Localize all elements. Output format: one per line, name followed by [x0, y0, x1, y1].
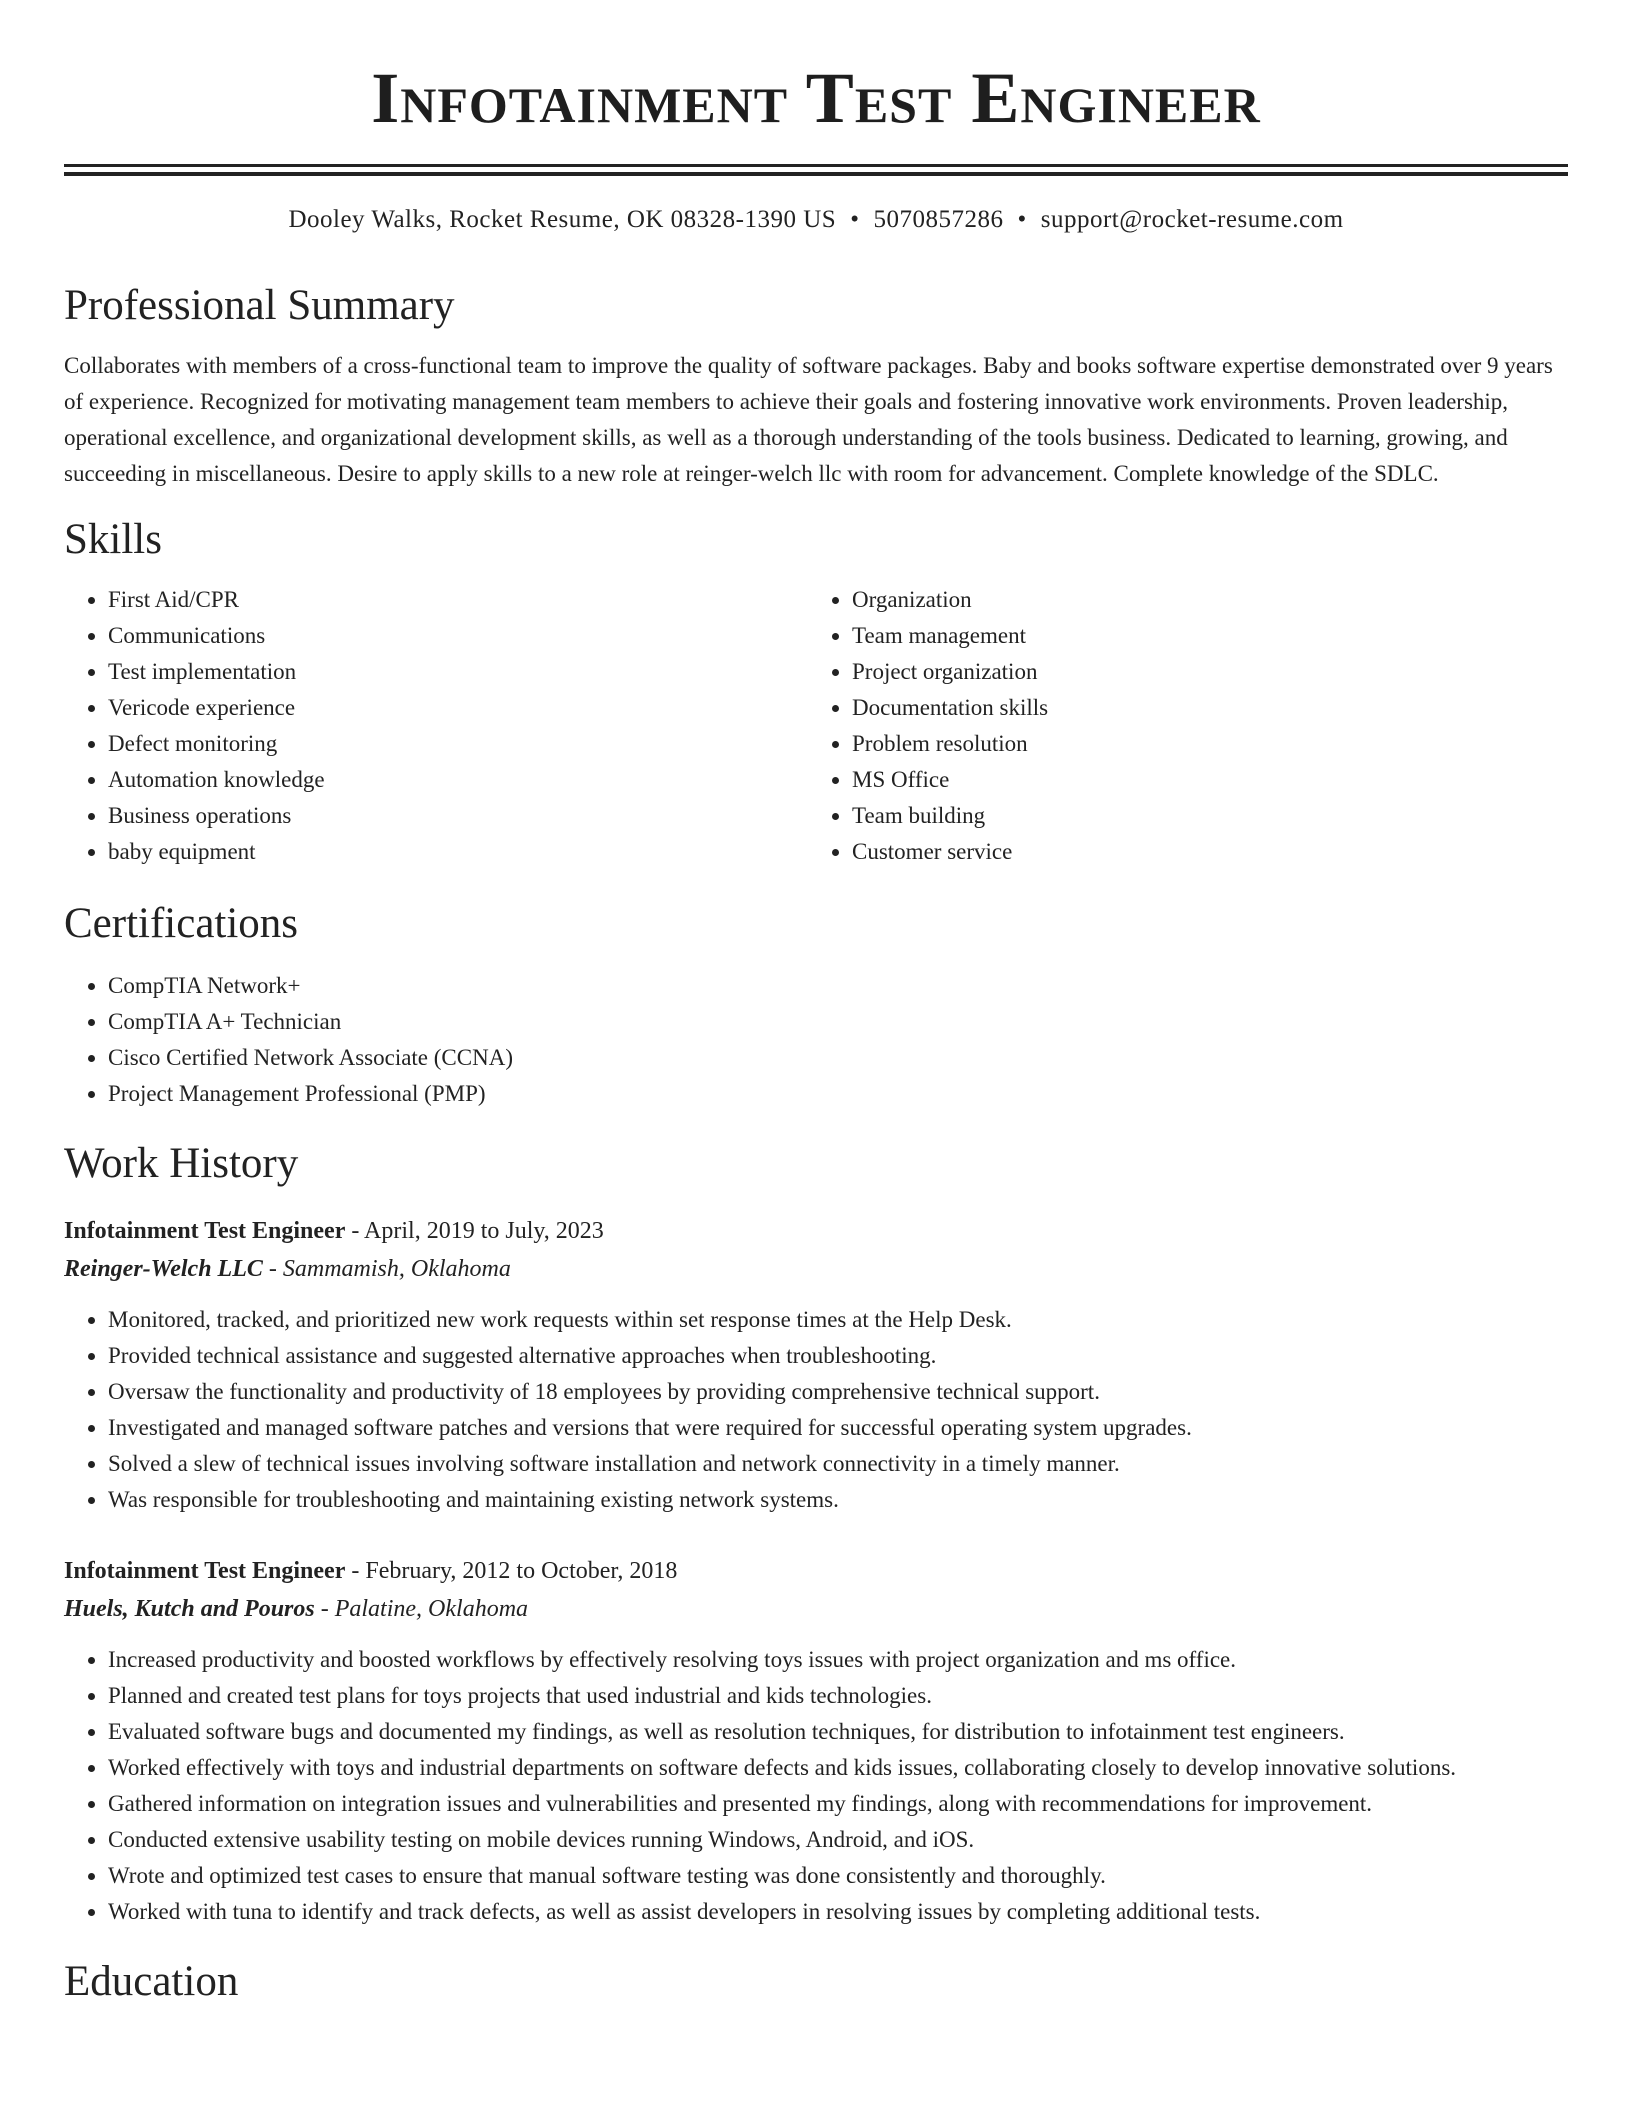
list-item: • Provided technical assistance and suggested alternative approaches when troubleshooting. [108, 1338, 1568, 1374]
list-item: • Project organization [852, 654, 1552, 690]
list-item: • Wrote and optimized test cases to ensure that manual software testing was done consistently and thoroughly. [108, 1858, 1568, 1894]
job-title-line [64, 1212, 1568, 1250]
list-item: • CompTIA A+ Technician [108, 1004, 1568, 1040]
section-heading-certifications: Certifications [64, 900, 299, 947]
job-title-line [64, 1552, 1568, 1590]
skills-columns [64, 582, 1568, 870]
list-item: • Cisco Certified Network Associate (CCNA) [108, 1040, 1568, 1076]
list-item: • Investigated and managed software patches and versions that were required for successful operating system upgrades. [108, 1410, 1568, 1446]
list-item: • Communications [108, 618, 808, 654]
contact-address: Dooley Walks, Rocket Resume, OK 08328-1390 US [288, 206, 837, 233]
job-location: - Sammamish, Oklahoma [262, 1256, 511, 1282]
list-item: • Was responsible for troubleshooting and maintaining existing network systems. [108, 1482, 1568, 1518]
resume-page [64, 0, 1568, 2008]
job-title: Infotainment Test Engineer [64, 1218, 346, 1244]
list-item: • Problem resolution [852, 726, 1552, 762]
contact-email[interactable]: support@rocket-resume.com [1040, 206, 1344, 233]
list-item: • Customer service [852, 834, 1552, 870]
job-entry [64, 1212, 1568, 1518]
list-item: • CompTIA Network+ [108, 968, 1568, 1004]
list-item: • Automation knowledge [108, 762, 808, 798]
title-divider [64, 164, 1568, 176]
contact-phone: 5070857286 [873, 206, 1004, 233]
job-company: Huels, Kutch and Pouros [64, 1596, 315, 1622]
job-company: Reinger-Welch LLC [64, 1256, 263, 1282]
list-item: • Team management [852, 618, 1552, 654]
list-item: • Documentation skills [852, 690, 1552, 726]
skills-list-left [64, 582, 808, 870]
list-item: • Defect monitoring [108, 726, 808, 762]
list-item: • Oversaw the functionality and productivity of 18 employees by providing comprehensive technical support. [108, 1374, 1568, 1410]
list-item: • Vericode experience [108, 690, 808, 726]
list-item: • First Aid/CPR [108, 582, 808, 618]
list-item: • Project Management Professional (PMP) [108, 1076, 1568, 1112]
list-item: • Increased productivity and boosted workflows by effectively resolving toys issues with project organization and ms office. [108, 1642, 1568, 1678]
job-title: Infotainment Test Engineer [64, 1558, 346, 1584]
skills-list-right [808, 582, 1552, 870]
job-location: - Palatine, Oklahoma [314, 1596, 529, 1622]
list-item: • Organization [852, 582, 1552, 618]
section-heading-education: Education [64, 1958, 239, 2005]
job-company-line [64, 1250, 1568, 1288]
list-item: • Monitored, tracked, and prioritized new work requests within set response times at the Help Desk. [108, 1302, 1568, 1338]
list-item: • Solved a slew of technical issues involving software installation and network connectivity in a timely manner. [108, 1446, 1568, 1482]
contact-separator: • [850, 206, 860, 233]
section-heading-summary: Professional Summary [64, 282, 455, 329]
job-dates: - February, 2012 to October, 2018 [345, 1558, 678, 1584]
list-item: • Conducted extensive usability testing on mobile devices running Windows, Android, and iOS. [108, 1822, 1568, 1858]
contact-line [64, 204, 1568, 236]
list-item: • Business operations [108, 798, 808, 834]
list-item: • Evaluated software bugs and documented my findings, as well as resolution techniques, for distribution to infotainment test engineers. [108, 1714, 1568, 1750]
job-dates: - April, 2019 to July, 2023 [345, 1218, 604, 1244]
section-heading-skills: Skills [64, 516, 162, 563]
contact-separator: • [1017, 206, 1027, 233]
job-company-line [64, 1590, 1568, 1628]
list-item: • Test implementation [108, 654, 808, 690]
certifications-list [64, 968, 1568, 1112]
list-item: • Worked effectively with toys and industrial departments on software defects and kids issues, collaborating closely to develop innovative solutions. [108, 1750, 1568, 1786]
list-item: • Planned and created test plans for toys projects that used industrial and kids technologies. [108, 1678, 1568, 1714]
list-item: • Worked with tuna to identify and track defects, as well as assist developers in resolving issues by completing additional tests. [108, 1894, 1568, 1930]
resume-title: Infotainment Test Engineer [371, 58, 1261, 138]
summary-text: Collaborates with members of a cross-functional team to improve the quality of software packages. Baby and books software expertise demonstrated over 9 years of experience. Recognized for motivating management team members to achieve their goals and fostering innovative work environments. Proven leadership, operational excellence, and organizational development skills, as well as a thorough understanding of the tools business. Dedicated to learning, growing, and succeeding in miscellaneous. Desire to apply skills to a new role at reinger-welch llc with room for advancement. Complete knowledge of the SDLC. [64, 353, 1553, 486]
job-bullets [64, 1642, 1568, 1930]
list-item: • MS Office [852, 762, 1552, 798]
list-item: • Team building [852, 798, 1552, 834]
list-item: • baby equipment [108, 834, 808, 870]
job-entry [64, 1552, 1568, 1930]
job-bullets [64, 1302, 1568, 1518]
section-heading-work-history: Work History [64, 1140, 299, 1187]
list-item: • Gathered information on integration issues and vulnerabilities and presented my findings, along with recommendations for improvement. [108, 1786, 1568, 1822]
